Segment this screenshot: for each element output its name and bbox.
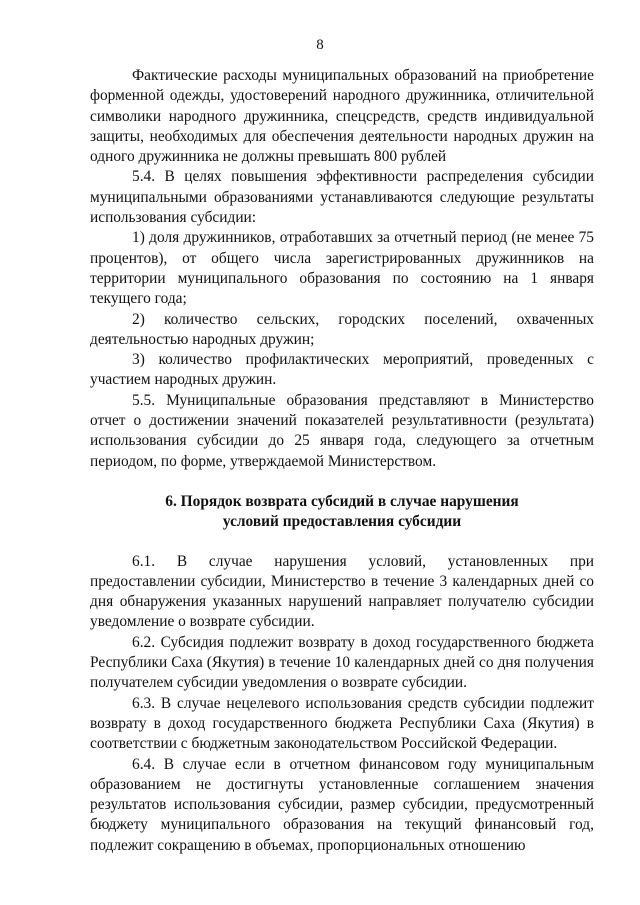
- paragraph-5-5: 5.5. Муниципальные образования представляют в Министерство отчет о достижении значений показателей результативности (результата) использования субсидии до 25 января года, следующего за отчетным периодом, по форме, утверждаемой Министерством.: [90, 391, 594, 470]
- page-number: 8: [316, 37, 324, 53]
- paragraph-6-1: 6.1. В случае нарушения условий, установленных при предоставлении субсидии, Министерство в течение 3 календарных дней со дня обнаружения указанных нарушений направляет получателю субсидии уведомление о возврате субсидии.: [90, 552, 594, 631]
- paragraph-result-1: 1) доля дружинников, отработавших за отчетный период (не менее 75 процентов), от общего числа зарегистрированных дружинников на территории муниципального образования по состоянию на 1 января текущего года;: [90, 229, 594, 308]
- paragraph-5-4: 5.4. В целях повышения эффективности распределения субсидии муниципальными образованиями устанавливаются следующие результаты использования субсидии:: [90, 168, 594, 227]
- section-6-heading-line-1: 6. Порядок возврата субсидий в случае нарушения: [165, 492, 519, 510]
- paragraph-6-2: 6.2. Субсидия подлежит возврату в доход государственного бюджета Республики Саха (Якутия) в течение 10 календарных дней со дня получения получателем субсидии уведомления о возврате субсидии.: [90, 633, 594, 692]
- paragraph-6-4: 6.4. В случае если в отчетном финансовом году муниципальным образованием не достигнуты установленные соглашением значения результатов использования субсидии, размер субсидии, предусмотренный бюджету муниципального образования на текущий финансовый год, подлежит сокращению в объемах, пропорциональных отношению: [90, 755, 594, 854]
- paragraph-result-2: 2) количество сельских, городских поселений, охваченных деятельностью народных дружин;: [90, 310, 594, 348]
- paragraph-result-3: 3) количество профилактических мероприятий, проведенных с участием народных дружин.: [90, 351, 594, 389]
- section-6-heading: [90, 492, 594, 533]
- document-body: [90, 66, 594, 856]
- paragraph-6-3: 6.3. В случае нецелевого использования средств субсидии подлежит возврату в доход государственного бюджета Республики Саха (Якутия) в соответствии с бюджетным законодательством Российской Федерации.: [90, 694, 594, 753]
- paragraph-expenses-limit: Фактические расходы муниципальных образований на приобретение форменной одежды, удостоверений народного дружинника, отличительной символики народного дружинника, спецсредств, средств индивидуальной защиты, необходимых для обеспечения деятельности народных дружин на одного дружинника не должны превышать 800 рублей: [90, 67, 594, 166]
- section-6-heading-line-2: условий предоставления субсидии: [222, 513, 462, 531]
